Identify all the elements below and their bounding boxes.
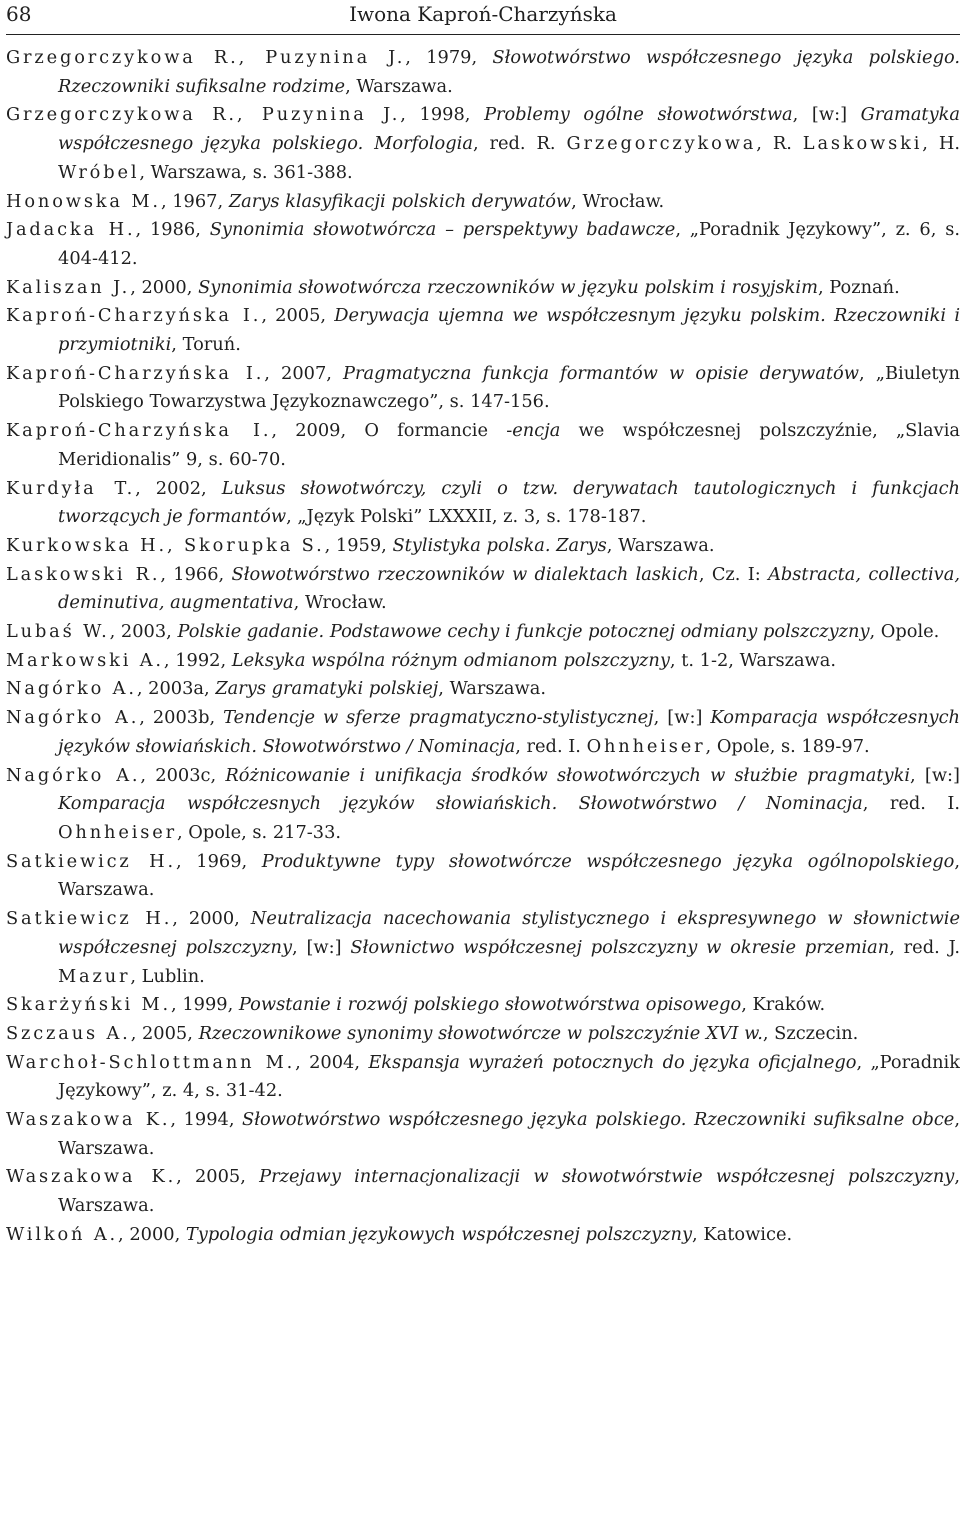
entry-author: Nagórko A. [6,707,140,729]
entry-text: , 1998, [400,104,485,126]
bibliography-entry [6,274,960,303]
entry-title: Ekspansja wyrażeń potocznych do języka oficjalnego [368,1051,857,1073]
entry-text: , 1999, [171,994,239,1016]
entry-title: Pragmatyczna funkcja formantów w opisie derywatów [343,362,859,384]
entry-author: Grzegorczykowa R., Puzynina J. [6,104,401,126]
bibliography-entry [6,1020,960,1049]
entry-author: Kurkowska H., Skorupka S. [6,534,325,556]
entry-author: Grzegorczykowa R., Puzynina J. [6,47,406,68]
entry-text: , Warszawa. [58,1109,960,1159]
entry-title: Zarys gramatyki polskiej [215,678,439,700]
entry-text: , 2004, [295,1051,369,1073]
entry-title: Neutralizacja nacechowania stylistycznego i ekspresywnego w słownictwie współczesnej polszczyzny [58,908,960,958]
bibliography-entry [6,216,960,273]
entry-title: Leksyka wspólna różnym odmianom polszczyzny [231,649,670,671]
entry-author: Wróbel [58,161,140,183]
entry-text: , Warszawa. [345,75,453,97]
entry-author: Nagórko A. [6,764,141,786]
entry-text: , 2002, [135,477,222,499]
entry-title: Abstracta, collectiva, deminutiva, augmentativa [58,563,960,614]
page-number: 68 [6,2,32,26]
entry-title: Tendencje w sferze pragmatyczno-stylistycznej [223,707,654,729]
bibliography-entry [6,762,960,848]
entry-text: , t. 1-2, Warszawa. [669,649,837,671]
entry-text: , red. R. [472,133,567,155]
entry-author: Ohnheiser [58,821,177,843]
entry-text: , „Język Polski” LXXXII, z. 3, s. 178-187. [286,506,647,528]
entry-text: , 1959, [324,534,393,556]
entry-title: Zarys klasyfikacji polskich derywatów [228,190,572,212]
entry-text: , Kraków. [741,994,826,1016]
entry-author: Kaproń-Charzyńska I. [6,305,262,327]
entry-text: , 2005, [261,305,335,327]
entry-text: , Katowice. [692,1223,793,1245]
entry-author: Laskowski [802,133,923,155]
entry-text: , „Poradnik Językowy”, z. 6, s. 404-412. [58,219,960,269]
bibliography-entry [6,1221,960,1250]
entry-text: , Poznań. [817,276,900,298]
entry-title: Komparacja współczesnych języków słowiańskich. Słowotwórstwo / Nominacja [58,707,960,757]
entry-author: Mazur [58,965,131,987]
entry-title: Derywacja ujemna we współczesnym języku polskim. Rzeczowniki i przymiotniki [58,305,960,356]
bibliography-entry [6,561,960,618]
entry-text: , Warszawa. [58,850,960,901]
entry-title: encja [512,420,561,442]
bibliography-entry [6,991,960,1020]
entry-title: Problemy ogólne słowotwórstwa [484,104,793,126]
entry-text: , 1992, [163,649,232,671]
running-head: Iwona Kaproń-Charzyńska [349,2,617,26]
entry-title: Różnicowanie i unifikacja środków słowotwórczych w służbie pragmatyki [225,764,911,786]
entry-text: , Opole, s. 189-97. [705,735,870,757]
entry-text: , red. J. [889,936,960,958]
entry-title: Rzeczownikowe synonimy słowotwórcze w polszczyźnie XVI w. [198,1022,763,1044]
entry-text: , Opole. [869,621,940,643]
entry-text: , „Biuletyn Polskiego Towarzystwa Językoznawczego”, s. 147-156. [58,362,960,413]
entry-author: Waszakowa K. [6,1166,177,1188]
bibliography-entry [6,360,960,417]
entry-text: , Szczecin. [762,1022,859,1044]
entry-title: Luksus słowotwórczy, czyli o tzw. derywatach tautologicznych i funkcjach tworzących je formantów [58,477,960,528]
entry-text: , red. I. [515,735,587,757]
entry-text: , Warszawa, s. 361-388. [139,161,353,183]
entry-author: Honowska M. [6,190,161,212]
entry-text: , H. [922,133,960,155]
entry-text: , 2000, [172,908,251,930]
entry-title: Komparacja współczesnych języków słowiańskich. Słowotwórstwo / Nominacja [58,793,863,815]
bibliography-entry [6,101,960,187]
bibliography-entry [6,44,960,101]
entry-title: Powstanie i rozwój polskiego słowotwórstwa opisowego [238,994,742,1016]
entry-author: Markowski A. [6,649,164,671]
entry-author: Wilkoń A. [6,1223,119,1245]
entry-text: , 2000, [118,1223,186,1245]
entry-title: Słowotwórstwo współczesnego języka polskiego. Rzeczowniki sufiksalne obce [242,1109,955,1131]
bibliography-entry [6,1163,960,1220]
entry-title: Stylistyka polska. Zarys [392,534,607,556]
entry-author: Grzegorczykowa [566,133,757,155]
entry-text: , Cz. I: [698,563,769,585]
entry-text: , Warszawa. [606,534,715,556]
bibliography-entry [6,647,960,676]
entry-text: , 2003b, [139,707,224,729]
entry-text: , 2003, [109,621,178,643]
bibliography-entry [6,618,960,647]
entry-title: Synonimia słowotwórcza rzeczowników w języku polskim i rosyjskim [198,276,818,298]
entry-author: Kaliszan J. [6,276,131,298]
entry-title: Typologia odmian językowych współczesnej polszczyzny [185,1223,693,1245]
entry-title: Słownictwo współczesnej polszczyzny w okresie przemian [350,936,890,958]
bibliography-entry [6,475,960,532]
entry-text: , 1969, [175,850,262,872]
entry-text: , 2009, O formancie - [271,420,513,442]
entry-text: , 2005, [176,1166,260,1188]
bibliography-entry [6,532,960,561]
entry-text: , 1967, [160,190,229,212]
entry-text: , 2003a, [136,678,216,700]
entry-text: , Wrocław. [571,190,665,212]
entry-title: Gramatyka współczesnego języka polskiego. Morfologia [58,104,960,155]
entry-text: , Warszawa. [58,1166,960,1217]
entry-text: , 2003c, [140,764,226,786]
entry-text: , Toruń. [171,334,241,356]
bibliography-entry [6,188,960,217]
entry-text: , 1994, [170,1109,243,1131]
entry-text: , 2007, [264,362,344,384]
entry-author: Ohnheiser [586,735,706,757]
entry-author: Warchoł-Schlottmann M. [6,1051,296,1073]
bibliography-entry [6,848,960,905]
entry-text: , 1986, [135,219,210,241]
bibliography-entry [6,1049,960,1106]
entry-text: , red. I. [862,793,960,815]
entry-author: Laskowski R. [6,563,161,585]
entry-author: Kaproń-Charzyńska I. [6,420,272,442]
entry-text: , Opole, s. 217-33. [176,821,342,843]
bibliography-entry [6,704,960,761]
entry-title: Słowotwórstwo rzeczowników w dialektach laskich [231,563,699,585]
bibliography-entry [6,1106,960,1163]
entry-text: , [w:] [292,936,351,958]
entry-author: Skarżyński M. [6,994,172,1016]
entry-title: Produktywne typy słowotwórcze współczesnego języka ogólnopolskiego [261,850,955,872]
page-header [6,0,960,35]
bibliography-entry [6,905,960,991]
entry-author: Szczaus A. [6,1022,131,1044]
entry-text: we współczesnej polszczyźnie, „Slavia Meridionalis” 9, s. 60-70. [58,420,960,470]
bibliography-list [6,44,960,1250]
bibliography-entry [6,675,960,704]
entry-text: , Wrocław. [293,592,387,614]
entry-text: , R. [756,133,803,155]
entry-text: , 1966, [160,563,232,585]
entry-author: Satkiewicz H. [6,908,173,930]
entry-text: , 2000, [130,276,199,298]
entry-title: Polskie gadanie. Podstawowe cechy i funkcje potocznej odmiany polszczyzny [177,621,870,643]
entry-text: , [w:] [792,104,861,126]
entry-author: Jadacka H. [6,219,136,241]
entry-author: Waszakowa K. [6,1109,171,1131]
entry-title: Przejawy internacjonalizacji w słowotwórstwie współczesnej polszczyzny [259,1166,955,1188]
entry-author: Kurdyła T. [6,477,136,499]
entry-text: , Warszawa. [438,678,546,700]
entry-text: , [w:] [910,764,960,786]
bibliography-entry [6,302,960,359]
entry-text: , „Poradnik Językowy”, z. 4, s. 31-42. [58,1051,960,1102]
entry-author: Kaproń-Charzyńska I. [6,362,265,384]
entry-author: Satkiewicz H. [6,850,176,872]
entry-title: Synonimia słowotwórcza – perspektywy badawcze [209,219,676,241]
entry-author: Lubaś W. [6,621,110,643]
entry-author: Nagórko A. [6,678,137,700]
entry-text: , [w:] [653,707,711,729]
entry-text: , Lublin. [130,965,205,987]
bibliography-entry [6,417,960,474]
entry-title: Słowotwórstwo współczesnego języka polskiego. Rzeczowniki sufiksalne rodzime [58,47,960,97]
entry-text: , 1979, [405,47,493,68]
entry-text: , 2005, [130,1022,199,1044]
